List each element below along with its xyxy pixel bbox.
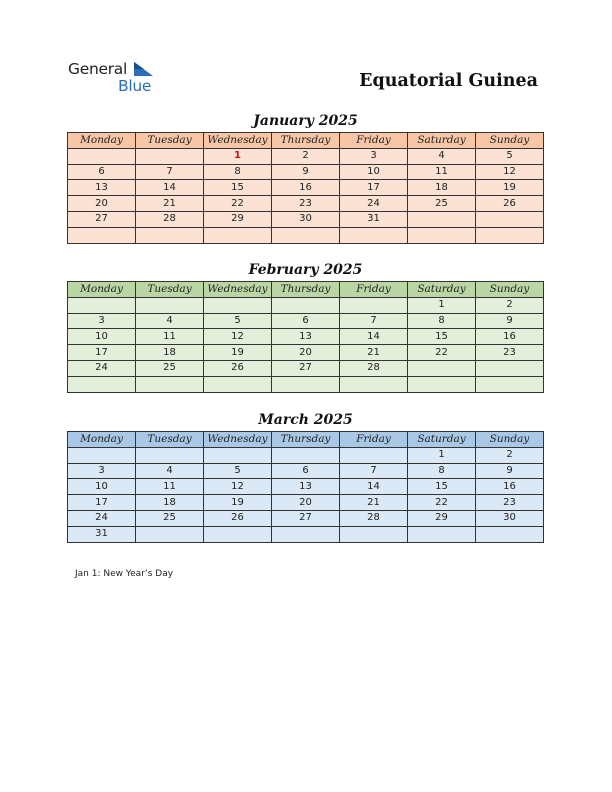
weekday-header: Friday	[340, 432, 408, 448]
week-row	[68, 510, 544, 526]
day-cell: 16	[476, 479, 544, 495]
day-cell: 30	[272, 211, 340, 227]
day-cell: 13	[272, 479, 340, 495]
day-cell: 15	[204, 180, 272, 196]
day-cell: 26	[204, 510, 272, 526]
day-cell: 8	[408, 313, 476, 329]
day-cell: 20	[272, 495, 340, 511]
day-cell: 17	[68, 495, 136, 511]
day-cell	[476, 360, 544, 376]
week-row	[68, 164, 544, 180]
day-cell	[204, 297, 272, 313]
week-row	[68, 463, 544, 479]
day-cell: 11	[136, 329, 204, 345]
day-cell: 2	[272, 148, 340, 164]
day-cell: 5	[476, 148, 544, 164]
day-cell: 19	[476, 180, 544, 196]
day-cell: 13	[272, 329, 340, 345]
day-cell: 12	[204, 329, 272, 345]
month-title: March 2025	[258, 412, 353, 428]
day-cell	[136, 376, 204, 392]
weekday-header: Wednesday	[204, 432, 272, 448]
calendar-table	[67, 132, 544, 244]
day-cell	[476, 227, 544, 243]
day-cell	[340, 297, 408, 313]
day-cell	[136, 227, 204, 243]
week-row	[68, 180, 544, 196]
holiday-note: Jan 1: New Year’s Day	[75, 569, 174, 579]
day-cell	[272, 447, 340, 463]
day-cell: 16	[476, 329, 544, 345]
day-cell: 1	[408, 447, 476, 463]
day-cell	[272, 297, 340, 313]
month-february	[67, 261, 544, 393]
day-cell: 31	[68, 526, 136, 542]
week-row	[68, 211, 544, 227]
day-cell: 23	[476, 345, 544, 361]
day-cell	[68, 297, 136, 313]
logo-text-general: General	[68, 60, 127, 78]
day-cell: 9	[476, 313, 544, 329]
week-row	[68, 345, 544, 361]
day-cell	[272, 227, 340, 243]
day-cell: 13	[68, 180, 136, 196]
day-cell	[68, 376, 136, 392]
weekday-header: Monday	[68, 282, 136, 298]
week-row	[68, 329, 544, 345]
day-cell	[136, 148, 204, 164]
day-cell: 9	[272, 164, 340, 180]
day-cell: 28	[340, 360, 408, 376]
day-cell: 6	[68, 164, 136, 180]
day-cell	[68, 227, 136, 243]
weekday-header: Tuesday	[136, 133, 204, 149]
day-cell: 5	[204, 463, 272, 479]
day-cell: 4	[408, 148, 476, 164]
logo-triangle-icon	[132, 62, 154, 78]
day-cell: 2	[476, 447, 544, 463]
weekday-header: Sunday	[476, 133, 544, 149]
day-cell	[68, 447, 136, 463]
day-cell	[408, 227, 476, 243]
day-cell: 11	[136, 479, 204, 495]
day-cell: 29	[408, 510, 476, 526]
day-cell: 24	[68, 360, 136, 376]
day-cell: 29	[204, 211, 272, 227]
day-cell: 19	[204, 345, 272, 361]
day-cell	[340, 376, 408, 392]
weekday-header: Wednesday	[204, 133, 272, 149]
day-cell	[136, 526, 204, 542]
day-cell: 27	[272, 510, 340, 526]
week-row	[68, 447, 544, 463]
day-cell: 17	[340, 180, 408, 196]
week-row	[68, 148, 544, 164]
day-cell: 14	[340, 329, 408, 345]
day-cell: 27	[272, 360, 340, 376]
day-cell: 27	[68, 211, 136, 227]
day-cell	[408, 376, 476, 392]
day-cell: 7	[136, 164, 204, 180]
day-cell	[408, 360, 476, 376]
day-cell: 21	[340, 345, 408, 361]
weekday-header: Thursday	[272, 432, 340, 448]
day-cell: 15	[408, 479, 476, 495]
day-cell	[204, 526, 272, 542]
holiday-day-cell: 1	[204, 148, 272, 164]
week-row	[68, 360, 544, 376]
day-cell	[204, 376, 272, 392]
day-cell	[204, 447, 272, 463]
day-cell: 23	[272, 196, 340, 212]
week-row	[68, 297, 544, 313]
month-title: February 2025	[248, 262, 363, 278]
day-cell	[408, 211, 476, 227]
day-cell: 14	[136, 180, 204, 196]
day-cell	[136, 297, 204, 313]
day-cell	[204, 227, 272, 243]
logo-text-blue: Blue	[118, 77, 152, 95]
day-cell: 25	[136, 510, 204, 526]
weekday-header-row	[68, 133, 544, 149]
day-cell	[272, 376, 340, 392]
logo	[68, 60, 168, 96]
day-cell	[340, 526, 408, 542]
day-cell: 30	[476, 510, 544, 526]
day-cell	[476, 526, 544, 542]
week-row	[68, 227, 544, 243]
weekday-header: Tuesday	[136, 432, 204, 448]
week-row	[68, 495, 544, 511]
day-cell: 7	[340, 463, 408, 479]
weekday-header: Thursday	[272, 282, 340, 298]
day-cell: 12	[476, 164, 544, 180]
day-cell: 3	[68, 463, 136, 479]
day-cell: 3	[68, 313, 136, 329]
day-cell: 28	[340, 510, 408, 526]
weekday-header: Saturday	[408, 432, 476, 448]
day-cell: 14	[340, 479, 408, 495]
day-cell	[476, 376, 544, 392]
day-cell: 20	[68, 196, 136, 212]
weekday-header: Friday	[340, 282, 408, 298]
day-cell	[272, 526, 340, 542]
day-cell: 6	[272, 463, 340, 479]
day-cell: 23	[476, 495, 544, 511]
day-cell: 18	[408, 180, 476, 196]
week-row	[68, 313, 544, 329]
calendar-table	[67, 431, 544, 543]
weekday-header: Tuesday	[136, 282, 204, 298]
day-cell: 26	[476, 196, 544, 212]
weekday-header: Friday	[340, 133, 408, 149]
day-cell: 8	[408, 463, 476, 479]
day-cell: 7	[340, 313, 408, 329]
day-cell: 6	[272, 313, 340, 329]
day-cell	[476, 211, 544, 227]
day-cell: 21	[340, 495, 408, 511]
day-cell: 10	[68, 479, 136, 495]
week-row	[68, 376, 544, 392]
weekday-header: Sunday	[476, 282, 544, 298]
day-cell	[340, 447, 408, 463]
country-title: Equatorial Guinea	[359, 71, 538, 91]
weekday-header-row	[68, 282, 544, 298]
day-cell: 9	[476, 463, 544, 479]
day-cell: 8	[204, 164, 272, 180]
day-cell: 22	[408, 495, 476, 511]
day-cell	[408, 526, 476, 542]
day-cell: 28	[136, 211, 204, 227]
day-cell: 3	[340, 148, 408, 164]
day-cell: 31	[340, 211, 408, 227]
day-cell	[68, 148, 136, 164]
calendar-table	[67, 281, 544, 393]
day-cell: 25	[408, 196, 476, 212]
week-row	[68, 479, 544, 495]
day-cell: 10	[340, 164, 408, 180]
weekday-header: Wednesday	[204, 282, 272, 298]
weekday-header-row	[68, 432, 544, 448]
month-january	[67, 112, 544, 244]
day-cell: 11	[408, 164, 476, 180]
week-row	[68, 196, 544, 212]
day-cell: 26	[204, 360, 272, 376]
month-march	[67, 411, 544, 543]
day-cell: 16	[272, 180, 340, 196]
week-row	[68, 526, 544, 542]
weekday-header: Thursday	[272, 133, 340, 149]
day-cell: 21	[136, 196, 204, 212]
day-cell: 24	[340, 196, 408, 212]
day-cell	[340, 227, 408, 243]
day-cell: 1	[408, 297, 476, 313]
day-cell: 17	[68, 345, 136, 361]
day-cell: 18	[136, 345, 204, 361]
day-cell: 20	[272, 345, 340, 361]
day-cell: 25	[136, 360, 204, 376]
weekday-header: Monday	[68, 432, 136, 448]
day-cell: 15	[408, 329, 476, 345]
day-cell: 18	[136, 495, 204, 511]
weekday-header: Saturday	[408, 282, 476, 298]
day-cell: 24	[68, 510, 136, 526]
day-cell	[136, 447, 204, 463]
day-cell: 22	[408, 345, 476, 361]
day-cell: 19	[204, 495, 272, 511]
weekday-header: Saturday	[408, 133, 476, 149]
day-cell: 2	[476, 297, 544, 313]
day-cell: 22	[204, 196, 272, 212]
weekday-header: Sunday	[476, 432, 544, 448]
weekday-header: Monday	[68, 133, 136, 149]
day-cell: 12	[204, 479, 272, 495]
day-cell: 10	[68, 329, 136, 345]
day-cell: 4	[136, 313, 204, 329]
day-cell: 5	[204, 313, 272, 329]
day-cell: 4	[136, 463, 204, 479]
month-title: January 2025	[253, 113, 358, 129]
